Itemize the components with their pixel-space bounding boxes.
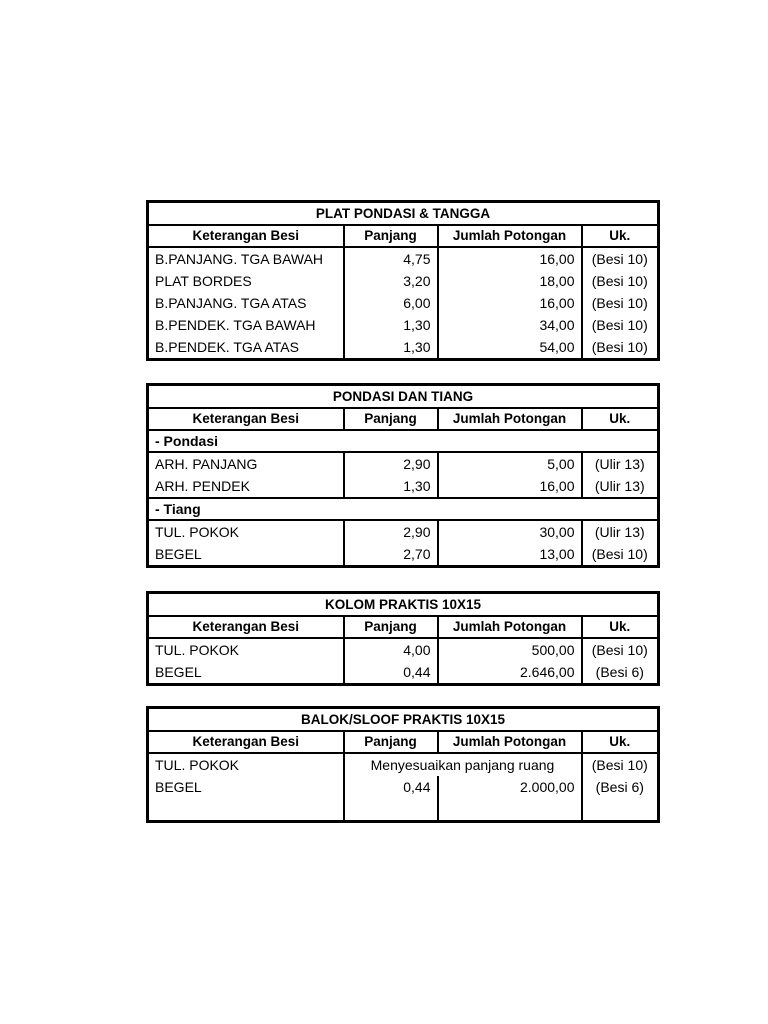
cell-jumlah: 18,00 (438, 270, 582, 292)
cell-uk: (Besi 10) (582, 270, 659, 292)
cell-panjang: 3,20 (344, 270, 438, 292)
header-uk: Uk. (582, 616, 659, 638)
table-row (148, 520, 659, 543)
cell-keterangan: B.PANJANG. TGA BAWAH (148, 247, 344, 270)
cell-jumlah: 16,00 (438, 247, 582, 270)
cell-panjang: 0,44 (344, 661, 438, 685)
cell-jumlah: 54,00 (438, 336, 582, 360)
cell-keterangan: TUL. POKOK (148, 638, 344, 661)
cell-panjang: 6,00 (344, 292, 438, 314)
table-row (148, 475, 659, 498)
table-row (148, 638, 659, 661)
table-title: BALOK/SLOOF PRAKTIS 10X15 (148, 708, 659, 732)
header-panjang: Panjang (344, 225, 438, 247)
cell-keterangan: B.PANJANG. TGA ATAS (148, 292, 344, 314)
cell-panjang: 1,30 (344, 336, 438, 360)
cell-jumlah: 2.646,00 (438, 661, 582, 685)
header-uk: Uk. (582, 225, 659, 247)
header-panjang: Panjang (344, 616, 438, 638)
table-row (148, 292, 659, 314)
cell-panjang: 1,30 (344, 314, 438, 336)
cell-keterangan: TUL. POKOK (148, 520, 344, 543)
cell-uk: (Besi 10) (582, 292, 659, 314)
cell-jumlah: 5,00 (438, 452, 582, 475)
cell-keterangan: PLAT BORDES (148, 270, 344, 292)
table-pondasi-dan-tiang (146, 383, 660, 568)
header-keterangan: Keterangan Besi (148, 408, 344, 430)
table-title: PONDASI DAN TIANG (148, 385, 659, 409)
header-jumlah: Jumlah Potongan (438, 408, 582, 430)
header-keterangan: Keterangan Besi (148, 225, 344, 247)
cell-uk: (Besi 6) (582, 776, 659, 798)
table-row (148, 336, 659, 360)
cell-panjang: 2,90 (344, 452, 438, 475)
cell-jumlah: 16,00 (438, 475, 582, 498)
cell-panjang: 1,30 (344, 475, 438, 498)
table-row (148, 776, 659, 798)
cell-uk: (Besi 10) (582, 753, 659, 776)
header-keterangan: Keterangan Besi (148, 731, 344, 753)
cell-empty (344, 798, 438, 822)
cell-panjang: 2,70 (344, 543, 438, 567)
cell-keterangan: ARH. PANJANG (148, 452, 344, 475)
cell-panjang-merged: Menyesuaikan panjang ruang (344, 753, 582, 776)
header-uk: Uk. (582, 408, 659, 430)
header-jumlah: Jumlah Potongan (438, 616, 582, 638)
header-panjang: Panjang (344, 731, 438, 753)
cell-empty (148, 798, 344, 822)
header-uk: Uk. (582, 731, 659, 753)
cell-keterangan: BEGEL (148, 776, 344, 798)
cell-jumlah: 13,00 (438, 543, 582, 567)
table-row (148, 753, 659, 776)
cell-panjang: 0,44 (344, 776, 438, 798)
table-title: PLAT PONDASI & TANGGA (148, 202, 659, 226)
table-row (148, 270, 659, 292)
cell-jumlah: 30,00 (438, 520, 582, 543)
cell-keterangan: B.PENDEK. TGA BAWAH (148, 314, 344, 336)
table-row (148, 452, 659, 475)
cell-jumlah: 2.000,00 (438, 776, 582, 798)
cell-uk: (Besi 10) (582, 543, 659, 567)
cell-uk: (Besi 10) (582, 638, 659, 661)
table-title: KOLOM PRAKTIS 10X15 (148, 593, 659, 617)
cell-uk: (Ulir 13) (582, 452, 659, 475)
cell-keterangan: TUL. POKOK (148, 753, 344, 776)
cell-jumlah: 16,00 (438, 292, 582, 314)
table-row-empty (148, 798, 659, 822)
table-row (148, 314, 659, 336)
cell-empty (582, 798, 659, 822)
cell-uk: (Ulir 13) (582, 520, 659, 543)
cell-uk: (Besi 10) (582, 336, 659, 360)
cell-uk: (Ulir 13) (582, 475, 659, 498)
cell-panjang: 4,00 (344, 638, 438, 661)
header-panjang: Panjang (344, 408, 438, 430)
cell-jumlah: 34,00 (438, 314, 582, 336)
table-kolom-praktis (146, 591, 660, 686)
table-row (148, 661, 659, 685)
table-row (148, 543, 659, 567)
cell-uk: (Besi 10) (582, 314, 659, 336)
cell-jumlah: 500,00 (438, 638, 582, 661)
cell-panjang: 2,90 (344, 520, 438, 543)
cell-empty (438, 798, 582, 822)
table-plat-pondasi-tangga (146, 200, 660, 361)
cell-keterangan: B.PENDEK. TGA ATAS (148, 336, 344, 360)
table-row (148, 247, 659, 270)
cell-keterangan: ARH. PENDEK (148, 475, 344, 498)
cell-uk: (Besi 6) (582, 661, 659, 685)
header-jumlah: Jumlah Potongan (438, 731, 582, 753)
header-jumlah: Jumlah Potongan (438, 225, 582, 247)
table-balok-sloof-praktis (146, 706, 660, 823)
section-label-pondasi: - Pondasi (148, 430, 659, 452)
cell-panjang: 4,75 (344, 247, 438, 270)
header-keterangan: Keterangan Besi (148, 616, 344, 638)
cell-keterangan: BEGEL (148, 661, 344, 685)
section-label-tiang: - Tiang (148, 498, 659, 520)
cell-keterangan: BEGEL (148, 543, 344, 567)
cell-uk: (Besi 10) (582, 247, 659, 270)
